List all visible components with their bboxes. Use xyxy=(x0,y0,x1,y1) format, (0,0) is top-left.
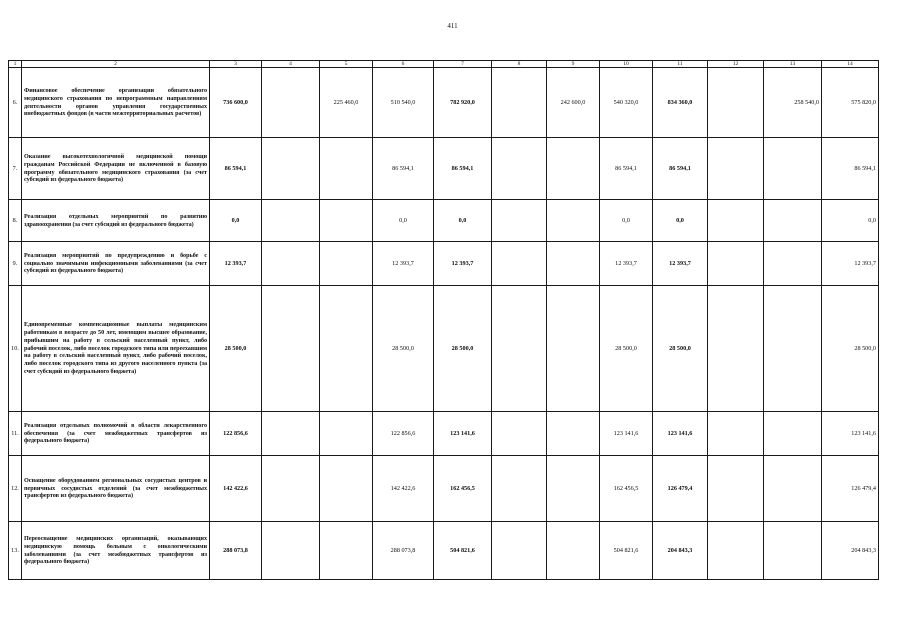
value-cell-col-9 xyxy=(547,412,600,456)
value-cell-col-11: 204 843,3 xyxy=(653,522,708,580)
column-number-row xyxy=(9,61,879,68)
column-number-13: 13 xyxy=(764,61,822,68)
value-cell-col-6: 288 073,8 xyxy=(373,522,434,580)
value-cell-col-3: 122 856,6 xyxy=(210,412,262,456)
value-cell-col-12 xyxy=(708,522,764,580)
value-cell-col-7: 28 500,0 xyxy=(434,286,492,412)
value-cell-col-11: 0,0 xyxy=(653,200,708,242)
column-number-14: 14 xyxy=(822,61,879,68)
value-cell-col-10: 0,0 xyxy=(600,200,653,242)
value-cell-col-3: 28 500,0 xyxy=(210,286,262,412)
value-cell-col-10: 123 141,6 xyxy=(600,412,653,456)
value-cell-col-11: 28 500,0 xyxy=(653,286,708,412)
value-cell-col-6: 12 393,7 xyxy=(373,242,434,286)
value-cell-col-4 xyxy=(262,68,320,138)
row-number: 13. xyxy=(9,522,22,580)
value-cell-col-6: 28 500,0 xyxy=(373,286,434,412)
value-cell-col-4 xyxy=(262,138,320,200)
value-cell-col-14: 86 594,1 xyxy=(822,138,879,200)
column-number-7: 7 xyxy=(434,61,492,68)
value-cell-col-10: 28 500,0 xyxy=(600,286,653,412)
value-cell-col-4 xyxy=(262,522,320,580)
value-cell-col-14: 126 479,4 xyxy=(822,456,879,522)
value-cell-col-6: 86 594,1 xyxy=(373,138,434,200)
value-cell-col-8 xyxy=(492,200,547,242)
value-cell-col-10: 504 821,6 xyxy=(600,522,653,580)
column-number-4: 4 xyxy=(262,61,320,68)
value-cell-col-8 xyxy=(492,242,547,286)
value-cell-col-10: 162 456,5 xyxy=(600,456,653,522)
value-cell-col-9 xyxy=(547,522,600,580)
value-cell-col-3: 86 594,1 xyxy=(210,138,262,200)
table-row xyxy=(9,200,879,242)
value-cell-col-7: 504 821,6 xyxy=(434,522,492,580)
value-cell-col-5 xyxy=(320,200,373,242)
row-description: Оказание высокотехнологичной медицинской помощи гражданам Российской Федерации не включенной в базовую программу обязательного медицинского страхования (за счет субсидий из федерального бюджета) xyxy=(22,138,210,200)
value-cell-col-5 xyxy=(320,522,373,580)
value-cell-col-12 xyxy=(708,242,764,286)
value-cell-col-4 xyxy=(262,242,320,286)
value-cell-col-5 xyxy=(320,138,373,200)
value-cell-col-14: 204 843,3 xyxy=(822,522,879,580)
column-number-3: 3 xyxy=(210,61,262,68)
value-cell-col-9 xyxy=(547,242,600,286)
budget-table xyxy=(8,60,879,580)
column-number-1: 1 xyxy=(9,61,22,68)
column-number-10: 10 xyxy=(600,61,653,68)
value-cell-col-5 xyxy=(320,242,373,286)
value-cell-col-12 xyxy=(708,138,764,200)
value-cell-col-14: 0,0 xyxy=(822,200,879,242)
column-number-2: 2 xyxy=(22,61,210,68)
row-number: 8. xyxy=(9,200,22,242)
value-cell-col-11: 834 360,0 xyxy=(653,68,708,138)
value-cell-col-7: 162 456,5 xyxy=(434,456,492,522)
row-number: 11. xyxy=(9,412,22,456)
column-number-8: 8 xyxy=(492,61,547,68)
value-cell-col-6: 510 540,0 xyxy=(373,68,434,138)
table-body xyxy=(9,68,879,580)
value-cell-col-5: 225 460,0 xyxy=(320,68,373,138)
value-cell-col-12 xyxy=(708,456,764,522)
value-cell-col-12 xyxy=(708,412,764,456)
value-cell-col-6: 142 422,6 xyxy=(373,456,434,522)
value-cell-col-9 xyxy=(547,138,600,200)
row-description: Реализация отдельных мероприятий по развитию здравоохранения (за счет субсидий из федерального бюджета) xyxy=(22,200,210,242)
row-number: 7. xyxy=(9,138,22,200)
row-description: Реализация мероприятий по предупреждению и борьбе с социально значимыми инфекционными заболеваниями (за счет субсидий из федерального бюджета) xyxy=(22,242,210,286)
value-cell-col-14: 575 820,0 xyxy=(822,68,879,138)
value-cell-col-10: 540 320,0 xyxy=(600,68,653,138)
column-number-6: 6 xyxy=(373,61,434,68)
table-row xyxy=(9,138,879,200)
row-number: 9. xyxy=(9,242,22,286)
value-cell-col-5 xyxy=(320,286,373,412)
value-cell-col-13 xyxy=(764,200,822,242)
value-cell-col-11: 123 141,6 xyxy=(653,412,708,456)
value-cell-col-9 xyxy=(547,200,600,242)
value-cell-col-8 xyxy=(492,138,547,200)
value-cell-col-11: 12 393,7 xyxy=(653,242,708,286)
value-cell-col-7: 123 141,6 xyxy=(434,412,492,456)
value-cell-col-13 xyxy=(764,456,822,522)
value-cell-col-10: 12 393,7 xyxy=(600,242,653,286)
value-cell-col-9 xyxy=(547,456,600,522)
value-cell-col-7: 0,0 xyxy=(434,200,492,242)
column-number-5: 5 xyxy=(320,61,373,68)
row-number: 10. xyxy=(9,286,22,412)
row-number: 12. xyxy=(9,456,22,522)
table-row xyxy=(9,412,879,456)
value-cell-col-14: 12 393,7 xyxy=(822,242,879,286)
value-cell-col-5 xyxy=(320,456,373,522)
value-cell-col-8 xyxy=(492,456,547,522)
value-cell-col-3: 12 393,7 xyxy=(210,242,262,286)
value-cell-col-4 xyxy=(262,200,320,242)
value-cell-col-6: 0,0 xyxy=(373,200,434,242)
value-cell-col-3: 0,0 xyxy=(210,200,262,242)
column-number-9: 9 xyxy=(547,61,600,68)
value-cell-col-13 xyxy=(764,286,822,412)
table-row xyxy=(9,522,879,580)
value-cell-col-7: 782 920,0 xyxy=(434,68,492,138)
value-cell-col-13: 258 540,0 xyxy=(764,68,822,138)
value-cell-col-3: 736 600,0 xyxy=(210,68,262,138)
value-cell-col-13 xyxy=(764,242,822,286)
value-cell-col-11: 86 594,1 xyxy=(653,138,708,200)
value-cell-col-12 xyxy=(708,286,764,412)
column-number-12: 12 xyxy=(708,61,764,68)
value-cell-col-12 xyxy=(708,200,764,242)
value-cell-col-7: 12 393,7 xyxy=(434,242,492,286)
value-cell-col-14: 28 500,0 xyxy=(822,286,879,412)
value-cell-col-11: 126 479,4 xyxy=(653,456,708,522)
value-cell-col-8 xyxy=(492,412,547,456)
value-cell-col-5 xyxy=(320,412,373,456)
row-description: Финансовое обеспечение организации обязательного медицинского страхования по непрограммным направлениям деятельности органов управления государственных внебюджетных фондов (в части межтерриториальных расчетов) xyxy=(22,68,210,138)
value-cell-col-10: 86 594,1 xyxy=(600,138,653,200)
value-cell-col-13 xyxy=(764,522,822,580)
value-cell-col-4 xyxy=(262,412,320,456)
row-description: Реализация отдельных полномочий в области лекарственного обеспечения (за счет межбюджетных трансфертов из федерального бюджета) xyxy=(22,412,210,456)
row-description: Переоснащение медицинских организаций, оказывающих медицинскую помощь больным с онкологическими заболеваниями (за счет межбюджетных трансфертов из федерального бюджета) xyxy=(22,522,210,580)
value-cell-col-9: 242 600,0 xyxy=(547,68,600,138)
table-row xyxy=(9,286,879,412)
value-cell-col-12 xyxy=(708,68,764,138)
value-cell-col-13 xyxy=(764,412,822,456)
value-cell-col-13 xyxy=(764,138,822,200)
table-row xyxy=(9,68,879,138)
value-cell-col-4 xyxy=(262,286,320,412)
row-description: Единовременные компенсационные выплаты медицинским работникам в возрасте до 50 лет, имеющим высшее образование, прибывшим на работу в сельский населенный пункт, либо рабочий поселок, либо поселок городского типа или переехавшим на работу в сельский населенный пункт, либо рабочий поселок, либо поселок городского типа из другого населенного пункта (за счет субсидий из федерального бюджета) xyxy=(22,286,210,412)
value-cell-col-6: 122 856,6 xyxy=(373,412,434,456)
column-number-11: 11 xyxy=(653,61,708,68)
value-cell-col-3: 288 073,8 xyxy=(210,522,262,580)
value-cell-col-8 xyxy=(492,522,547,580)
value-cell-col-8 xyxy=(492,286,547,412)
value-cell-col-3: 142 422,6 xyxy=(210,456,262,522)
value-cell-col-9 xyxy=(547,286,600,412)
value-cell-col-8 xyxy=(492,68,547,138)
value-cell-col-14: 123 141,6 xyxy=(822,412,879,456)
value-cell-col-7: 86 594,1 xyxy=(434,138,492,200)
row-description: Оснащение оборудованием региональных сосудистых центров и первичных сосудистых отделений (за счет межбюджетных трансфертов из федерального бюджета) xyxy=(22,456,210,522)
table-row xyxy=(9,242,879,286)
row-number: 6. xyxy=(9,68,22,138)
page-number: 411 xyxy=(447,22,458,30)
value-cell-col-4 xyxy=(262,456,320,522)
table-row xyxy=(9,456,879,522)
